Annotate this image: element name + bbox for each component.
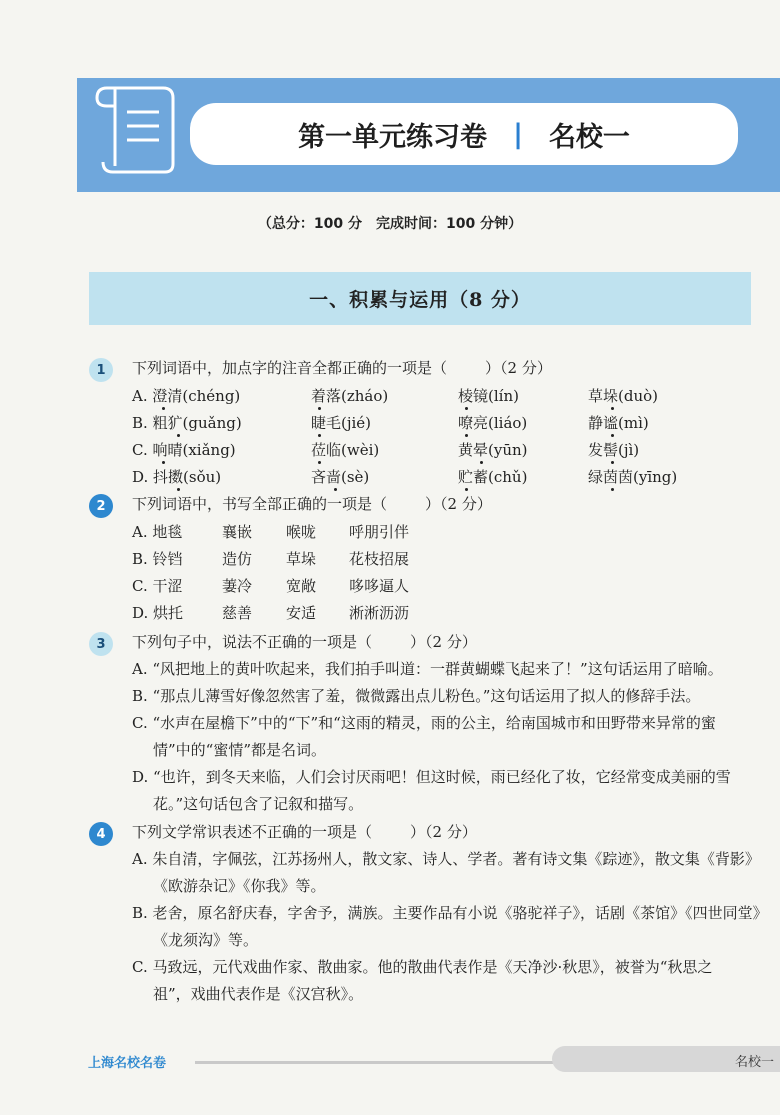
emphasis-dot (465, 434, 468, 437)
q2-option-a-3: 喉咙 (286, 523, 317, 541)
school-name: 名校一 (548, 121, 630, 153)
section-heading: 一、积累与运用（8 分） (89, 272, 751, 325)
q2-option-c-2: 萋冷 (222, 577, 253, 595)
question-number-3: 3 (89, 632, 113, 656)
q2-option-b-1: B. 铃铛 (132, 550, 183, 568)
q4-option-c: C. 马致远，元代戏曲作家、散曲家。他的散曲代表作是《天净沙·秋思》，被誉为“秋思之 (132, 958, 713, 976)
q2-option-a-4: 呼朋引伴 (349, 523, 410, 541)
emphasis-dot (465, 407, 468, 410)
q2-option-a-1: A. 地毯 (132, 523, 183, 541)
emphasis-dot (162, 461, 165, 464)
question-1-stem-text: 下列词语中，加点字的注音全都正确的一项是（ (132, 359, 448, 377)
q1-option-c-1: C. 响晴(xiǎng) (132, 441, 236, 459)
emphasis-dot (611, 407, 614, 410)
q2-option-b-2: 造仿 (222, 550, 253, 568)
emphasis-dot (162, 407, 165, 410)
q4-option-b-cont: 《龙须沟》等。 (153, 931, 259, 949)
q3-option-a: A. “风把地上的黄叶吹起来，我们拍手叫道：一群黄蝴蝶飞起来了！”这句话运用了暗喻。 (132, 660, 723, 678)
question-3-stem-text: 下列句子中，说法不正确的一项是（ (132, 633, 373, 651)
q4-option-a-cont: 《欧游杂记》《你我》等。 (153, 877, 326, 895)
q2-option-d-3: 安适 (286, 604, 317, 622)
q1-option-d-3: 贮蓄(chǔ) (458, 468, 528, 486)
q1-option-a-1: A. 澄清(chéng) (132, 387, 241, 405)
q2-option-c-3: 宽敞 (286, 577, 317, 595)
q2-option-b-3: 草垛 (286, 550, 317, 568)
unit-title: 第一单元练习卷 (298, 121, 488, 153)
page-title (190, 103, 738, 165)
q1-option-b-2: 睫毛(jié) (311, 414, 372, 432)
emphasis-dot (611, 434, 614, 437)
emphasis-dot (318, 407, 321, 410)
footer-tab (552, 1046, 780, 1072)
emphasis-dot (318, 461, 321, 464)
question-2-stem (132, 494, 492, 514)
question-1-stem (132, 358, 552, 378)
q3-option-b: B. “那点儿薄雪好像忽然害了羞，微微露出点儿粉色。”这句话运用了拟人的修辞手法。 (132, 687, 701, 705)
q4-option-a: A. 朱自清，字佩弦，江苏扬州人，散文家、诗人、学者。著有诗文集《踪迹》，散文集《背影》 (132, 850, 760, 868)
question-number-1: 1 (89, 358, 113, 382)
q1-option-a-4: 草垛(duò) (588, 387, 658, 405)
q2-option-c-4: 哆哆逼人 (349, 577, 410, 595)
question-4-stem-text: 下列文学常识表述不正确的一项是（ (132, 823, 373, 841)
q2-option-b-4: 花枝招展 (349, 550, 410, 568)
emphasis-dot (177, 434, 180, 437)
q2-option-c-1: C. 干涩 (132, 577, 183, 595)
q1-option-a-3: 棱镜(lín) (458, 387, 519, 405)
emphasis-dot (465, 488, 468, 491)
q1-option-c-3: 黄晕(yūn) (458, 441, 528, 459)
q4-option-b: B. 老舍，原名舒庆春，字舍予，满族。主要作品有小说《骆驼祥子》，话剧《茶馆》《四世同堂》 (132, 904, 768, 922)
question-2-stem-text: 下列词语中，书写全部正确的一项是（ (132, 495, 388, 513)
question-number-2: 2 (89, 494, 113, 518)
q2-option-d-4: 淅淅沥沥 (349, 604, 410, 622)
emphasis-dot (611, 488, 614, 491)
question-3-stem (132, 632, 477, 652)
q1-option-d-4: 绿茵茵(yīng) (588, 468, 678, 486)
emphasis-dot (480, 461, 483, 464)
question-2-points: ）（2 分） (425, 495, 492, 513)
q1-option-c-2: 莅临(wèi) (311, 441, 380, 459)
question-4-points: ）（2 分） (410, 823, 477, 841)
q1-option-d-2: 吝啬(sè) (311, 468, 370, 486)
emphasis-dot (177, 488, 180, 491)
q1-option-b-3: 嘹亮(liáo) (458, 414, 528, 432)
q2-option-a-2: 襄嵌 (222, 523, 253, 541)
q2-option-d-2: 慈善 (222, 604, 253, 622)
q3-option-c: C. “水声在屋檐下”中的“下”和“这雨的精灵，雨的公主，给南国城市和田野带来异常的蜜 (132, 714, 716, 732)
q1-option-b-4: 静谧(mì) (588, 414, 649, 432)
emphasis-dot (318, 434, 321, 437)
q4-option-c-cont: 祖”，戏曲代表作是《汉宫秋》。 (153, 985, 364, 1003)
q1-option-d-1: D. 抖擞(sǒu) (132, 468, 222, 486)
q3-option-d-cont: 花。”这句话包含了记叙和描写。 (153, 795, 364, 813)
q3-option-d: D. “也许，到冬天来临，人们会讨厌雨吧！但这时候，雨已经化了妆，它经常变成美丽的雪 (132, 768, 731, 786)
publisher-label: 上海名校名卷 (88, 1056, 167, 1071)
question-1-points: ）（2 分） (485, 359, 552, 377)
q1-option-b-1: B. 粗犷(guǎng) (132, 414, 242, 432)
footer-divider (195, 1061, 555, 1064)
q2-option-d-1: D. 烘托 (132, 604, 184, 622)
emphasis-dot (334, 488, 337, 491)
exam-meta: （总分：100 分 完成时间：100 分钟） (257, 216, 523, 232)
q1-option-a-2: 着落(zháo) (311, 387, 389, 405)
question-3-points: ）（2 分） (410, 633, 477, 651)
q3-option-c-cont: 情”中的“蜜情”都是名词。 (153, 741, 327, 759)
footer-tab-label: 名校一 (734, 1055, 774, 1070)
question-4-stem (132, 822, 477, 842)
scroll-icon (93, 84, 183, 176)
question-number-4: 4 (89, 822, 113, 846)
title-separator: | (513, 118, 523, 150)
q1-option-c-4: 发髻(jì) (588, 441, 640, 459)
emphasis-dot (611, 461, 614, 464)
